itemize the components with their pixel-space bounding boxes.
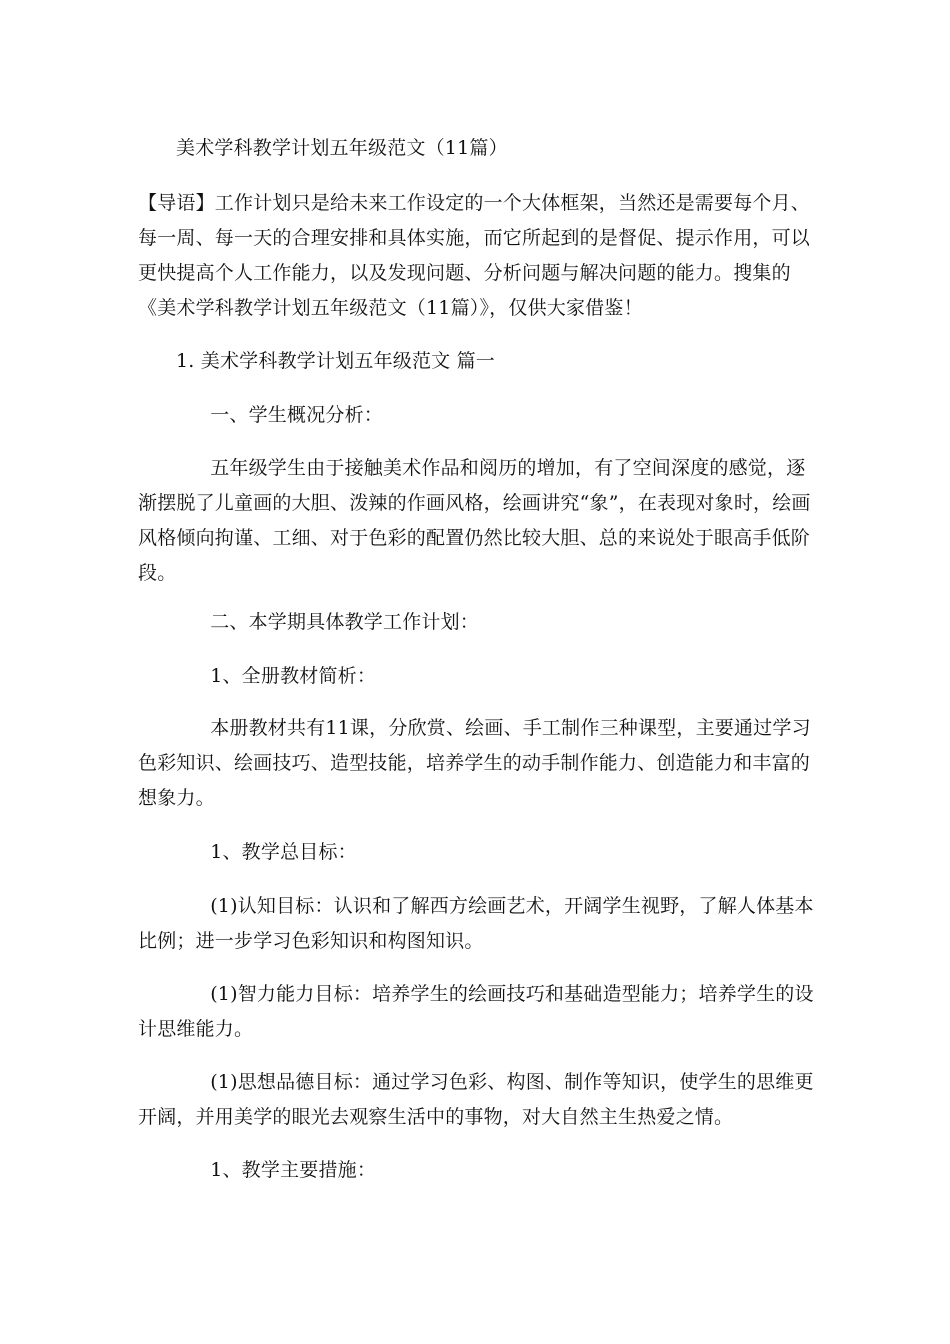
paragraph-student-analysis: 五年级学生由于接触美术作品和阅历的增加，有了空间深度的感觉，逐渐摆脱了儿童画的大胆、泼辣的作画风格，绘画讲究“象”，在表现对象时，绘画风格倾向拘谨、工细、对于色彩的配置仍然比较大胆、总的来说处于眼高手低阶段。 — [138, 457, 811, 584]
section-heading: 1. 美术学科教学计划五年级范文 篇一 — [176, 350, 496, 372]
heading-textbook-analysis: 1、全册教材简析： — [210, 665, 377, 687]
paragraph-textbook-analysis: 本册教材共有11课，分欣赏、绘画、手工制作三种课型，主要通过学习色彩知识、绘画技巧、造型技能，培养学生的动手制作能力、创造能力和丰富的想象力。 — [138, 717, 811, 809]
paragraph-moral-goal: (1)思想品德目标：通过学习色彩、构图、制作等知识，使学生的思维更开阔，并用美学的眼光去观察生活中的事物，对大自然主生热爱之情。 — [138, 1071, 814, 1128]
intro-paragraph: 【导语】工作计划只是给未来工作设定的一个大体框架，当然还是需要每个月、每一周、每一天的合理安排和具体实施，而它所起到的是督促、提示作用，可以更快提高个人工作能力，以及发现问题、分析问题与解决问题的能力。搜集的《美术学科教学计划五年级范文（11篇）》，仅供大家借鉴！ — [138, 192, 811, 319]
heading-teaching-plan: 二、本学期具体教学工作计划： — [210, 611, 479, 633]
paragraph-cognitive-goal: (1)认知目标：认识和了解西方绘画艺术，开阔学生视野，了解人体基本比例；进一步学习色彩知识和构图知识。 — [138, 895, 814, 952]
document-title: 美术学科教学计划五年级范文（11篇） — [176, 137, 508, 159]
paragraph-ability-goal: (1)智力能力目标：培养学生的绘画技巧和基础造型能力；培养学生的设计思维能力。 — [138, 983, 814, 1040]
heading-student-analysis: 一、学生概况分析： — [210, 404, 383, 426]
heading-teaching-goal: 1、教学总目标： — [210, 841, 357, 863]
heading-teaching-measures: 1、教学主要措施： — [210, 1159, 377, 1181]
